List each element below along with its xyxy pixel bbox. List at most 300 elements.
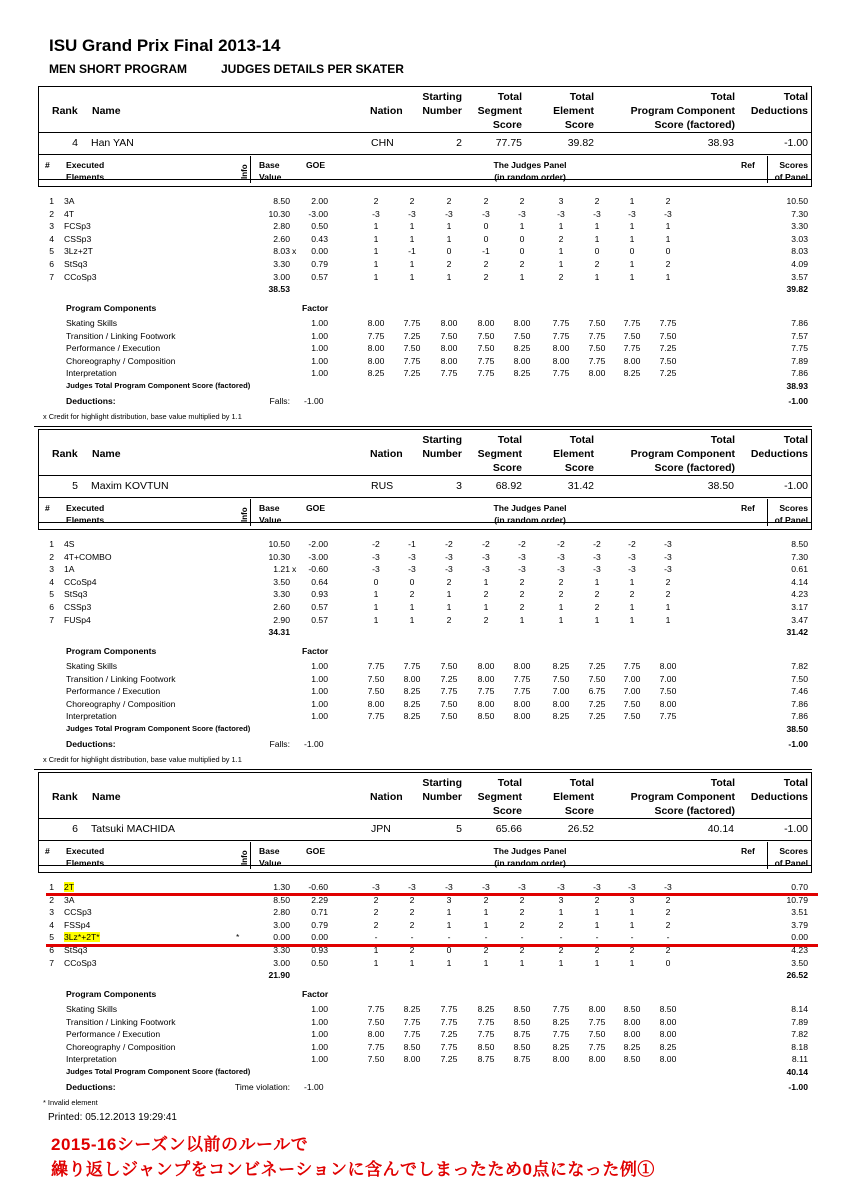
skater-total-deductions: -1.00 [784,480,808,492]
component-name: Skating Skills [66,318,118,328]
deductions-label: Deductions: [66,739,116,749]
judge-score: 2 [558,233,564,244]
program-components-heading: Program Components [66,646,157,656]
skater-name: Tatsuki MACHIDA [91,823,176,835]
skater-nation: CHN [371,137,394,149]
judge-component-score: 8.25 [552,711,570,721]
deduction-type: Falls: [269,739,290,749]
component-factor: 1.00 [311,698,328,709]
judge-score: - [447,932,451,943]
base-value-total: 34.31 [268,627,290,638]
element-panel-score: 7.30 [791,208,808,219]
component-name: Choreography / Composition [66,698,176,709]
col-base: Base [259,846,280,856]
judge-score: 2 [373,894,379,905]
judge-score: 0 [483,221,489,232]
judge-score: 1 [409,602,415,612]
judge-component-score: 7.25 [588,661,606,671]
judge-component-score: 8.25 [403,1004,421,1014]
judge-component-score: 7.75 [440,686,458,696]
component-panel-score: 7.50 [791,673,808,684]
judge-score: 1 [594,271,600,282]
element-code-part: 2T* [86,932,100,943]
col-judges-panel: The Judges Panel [493,846,567,856]
element-panel-score: 3.03 [791,233,808,244]
component-panel-score: 8.11 [791,1054,808,1064]
judge-score: 0 [409,576,415,587]
element-base-value: 2.60 [273,233,290,244]
judge-score: -3 [557,208,565,219]
element-number: 1 [49,882,54,892]
element-goe: 0.93 [311,589,328,600]
judge-score: - [374,932,378,943]
element-code [64,932,100,942]
col-hash: # [45,160,50,170]
judge-score: 2 [558,589,564,600]
judge-component-score: 7.75 [588,330,606,341]
skater-total-segment-score: 68.92 [495,480,522,492]
header-deductions: Deductions [750,448,808,460]
judge-score: 1 [629,259,635,269]
judge-component-score: 8.25 [552,1016,570,1027]
judge-score: 1 [483,957,489,968]
judge-component-score: 7.50 [623,711,641,721]
element-number: 3 [49,221,54,232]
col-base: Base [259,503,280,513]
judge-score: 1 [558,259,564,269]
judge-score: 2 [558,919,564,930]
skater-nation: JPN [371,823,391,835]
header-tes: Score [564,119,594,131]
judge-component-score: 8.00 [477,673,495,684]
element-panel-score: 3.50 [791,957,808,968]
subtitle-segment: MEN SHORT PROGRAM [49,62,187,76]
judge-score: -3 [408,882,416,892]
elements-header-box [38,840,812,873]
judge-score: 1 [409,233,415,244]
element-base-value: 8.50 [273,894,290,905]
component-factor: 1.00 [311,1054,328,1064]
judge-component-score: 7.50 [588,318,606,328]
element-base-value: 10.30 [268,551,290,562]
skater-total-element-score: 39.82 [567,137,594,149]
judge-score: 2 [629,589,635,600]
element-code: CCoSp4 [64,576,97,587]
element-base-value: 2.60 [273,602,290,612]
element-number: 4 [49,919,54,930]
judge-score: 2 [483,271,489,282]
col-of-panel: of Panel [774,858,808,868]
judge-component-score: 7.75 [552,368,570,378]
element-code: CCoSp3 [64,271,97,282]
col-executed: Executed [66,846,105,856]
judge-score: -3 [557,882,565,892]
judge-score: 1 [629,576,635,587]
judge-component-score: 7.50 [588,673,606,684]
col-divider [250,156,251,183]
element-base-value: 1.21 [273,564,290,575]
judge-score: 1 [373,246,379,257]
judge-score: 2 [594,196,600,206]
judge-component-score: 7.25 [659,368,677,378]
element-goe: 2.29 [311,894,328,905]
header-pcs: Total [710,777,735,789]
element-base-value: 10.30 [268,208,290,219]
judge-component-score: 8.00 [659,698,677,709]
element-base-value: 3.30 [273,945,290,955]
judge-score: -3 [664,882,672,892]
judge-component-score: 7.75 [477,1016,495,1027]
judge-score: 1 [629,221,635,232]
judge-score: 1 [446,602,452,612]
element-goe: 0.79 [311,259,328,269]
header-nation: Nation [370,791,403,803]
skater-rank: 5 [72,480,78,492]
judge-component-score: 8.25 [513,368,531,378]
element-goe: -3.00 [308,551,328,562]
element-base-value: 3.00 [273,271,290,282]
judge-component-score: 7.75 [403,1016,421,1027]
judge-score: 1 [446,221,452,232]
col-ref: Ref [741,846,755,856]
judge-component-score: 7.75 [477,1029,495,1039]
judge-score: -3 [372,564,380,575]
judge-score: 1 [446,907,452,918]
judge-component-score: 7.50 [403,343,421,353]
judge-component-score: 7.75 [367,1041,385,1052]
program-components-heading: Program Components [66,989,157,999]
header-rank: Rank [52,448,78,460]
judge-score: 2 [665,576,671,587]
judge-score: 2 [519,894,525,905]
judge-score: -2 [628,539,636,549]
col-value: Value [259,172,282,182]
element-code: 3Lz+2T [64,246,93,257]
judge-component-score: 8.50 [477,1041,495,1052]
element-number: 2 [49,894,54,905]
col-value: Value [259,858,282,868]
header-tss: Total [497,777,522,789]
judge-score: 1 [594,233,600,244]
skater-total-pcs: 40.14 [707,823,734,835]
judge-score: 0 [373,576,379,587]
col-elements: Elements [66,858,105,868]
skater-name: Han YAN [91,137,134,149]
judge-score: -3 [408,564,416,575]
component-name: Skating Skills [66,661,118,671]
judge-component-score: 8.50 [513,1041,531,1052]
element-goe: 0.57 [311,602,328,612]
header-pcs: Score (factored) [654,119,735,131]
judge-component-score: 7.75 [367,330,385,341]
judge-score: - [410,932,414,943]
judge-component-score: 8.25 [659,1041,677,1052]
judge-score: -3 [372,882,380,892]
element-base-value: 8.50 [273,196,290,206]
component-factor: 1.00 [311,673,328,684]
element-number: 5 [49,589,54,600]
judge-score: -3 [664,539,672,549]
judge-component-score: 8.00 [403,1054,421,1064]
judge-score: -3 [408,208,416,219]
footnote: x Credit for highlight distribution, base value multiplied by 1.1 [43,412,242,421]
judge-score: 1 [558,221,564,232]
judge-component-score: 7.50 [367,673,385,684]
header-tes: Total [569,777,594,789]
judge-score: 2 [594,894,600,905]
deduction-type: Falls: [269,396,290,406]
element-goe: 0.57 [311,614,328,625]
skater-total-pcs: 38.50 [707,480,734,492]
deduction-value: -1.00 [304,739,324,749]
judge-score: -3 [628,564,636,575]
judge-score: -3 [628,551,636,562]
judge-component-score: 7.75 [367,1004,385,1014]
judge-component-score: 7.75 [659,318,677,328]
judge-component-score: 7.75 [623,661,641,671]
element-code: CCoSp3 [64,957,97,968]
element-number: 4 [49,233,54,244]
judge-component-score: 8.25 [403,686,421,696]
element-code: 4S [64,539,75,549]
element-number: 5 [49,246,54,257]
judge-score: 1 [665,271,671,282]
judge-score: -3 [593,564,601,575]
component-factor: 1.00 [311,661,328,671]
judge-score: 0 [519,246,525,257]
element-panel-score: 4.23 [791,945,808,955]
col-elements: Elements [66,515,105,525]
element-goe: -0.60 [308,564,328,575]
header-deductions: Deductions [750,791,808,803]
judge-score: 0 [665,246,671,257]
judge-component-score: 8.00 [588,1004,606,1014]
judge-score: 3 [629,894,635,905]
elements-score-total: 26.52 [786,970,808,981]
skater-starting-number: 5 [456,823,462,835]
judge-component-score: 8.50 [477,711,495,721]
header-tes: Element [553,105,594,117]
judge-component-score: 8.50 [623,1054,641,1064]
judge-score: 2 [594,259,600,269]
component-panel-score: 7.86 [791,698,808,709]
component-factor: 1.00 [311,711,328,721]
judge-component-score: 7.25 [588,711,606,721]
header-deductions: Total [783,91,808,103]
judge-component-score: 7.75 [477,368,495,378]
judge-score: 1 [446,233,452,244]
judge-score: 1 [446,271,452,282]
element-bonus-flag: x [292,246,297,257]
component-panel-score: 7.46 [791,686,808,696]
judge-score: -3 [482,551,490,562]
element-panel-score: 10.79 [786,894,808,905]
element-number: 6 [49,602,54,612]
judge-score: -3 [445,882,453,892]
element-panel-score: 0.61 [791,564,808,575]
judge-score: 1 [446,589,452,600]
judge-component-score: 8.00 [659,1054,677,1064]
judge-score: 0 [665,957,671,968]
judge-score: 2 [519,259,525,269]
judge-score: 0 [446,246,452,257]
element-base-value: 2.80 [273,221,290,232]
judge-score: -3 [445,564,453,575]
judge-score: 2 [665,259,671,269]
judge-component-score: 7.75 [367,711,385,721]
judge-component-score: 8.25 [552,661,570,671]
judge-component-score: 8.50 [403,1041,421,1052]
judge-score: 1 [629,602,635,612]
component-name: Transition / Linking Footwork [66,330,176,341]
judge-component-score: 7.50 [552,673,570,684]
judge-component-score: 8.00 [367,355,385,366]
skater-total-element-score: 26.52 [567,823,594,835]
header-nation: Nation [370,105,403,117]
header-pcs: Program Component [630,791,735,803]
judge-component-score: 7.50 [440,661,458,671]
col-goe: GOE [306,160,326,170]
judge-score: 1 [373,945,379,955]
judge-component-score: 7.75 [552,330,570,341]
judge-score: 0 [483,233,489,244]
skater-name: Maxim KOVTUN [91,480,169,492]
elements-header-box [38,497,812,530]
header-divider [38,475,812,476]
judge-component-score: 8.00 [659,661,677,671]
col-executed: Executed [66,503,105,513]
judge-component-score: 7.75 [623,318,641,328]
element-base-value: 2.80 [273,907,290,918]
judge-score: 0 [629,246,635,257]
judge-score: 1 [519,614,525,625]
judge-score: 1 [483,919,489,930]
judge-component-score: 7.50 [367,1054,385,1064]
judge-component-score: 7.75 [440,1016,458,1027]
component-name: Interpretation [66,368,117,378]
element-panel-score: 8.03 [791,246,808,257]
judge-score: 1 [558,957,564,968]
judge-component-score: 8.25 [403,698,421,709]
header-tss: Total [497,91,522,103]
header-tss: Segment [477,448,522,460]
judge-component-score: 8.75 [513,1054,531,1064]
header-starting: Starting [422,777,462,789]
judge-score: 2 [409,919,415,930]
element-number: 6 [49,259,54,269]
header-tss: Score [492,805,522,817]
judge-component-score: 8.25 [513,343,531,353]
judge-score: -3 [664,564,672,575]
judge-score: 2 [594,945,600,955]
judge-score: 1 [409,614,415,625]
element-code: 4T [64,208,75,219]
judge-component-score: 7.75 [440,1041,458,1052]
component-factor: 1.00 [311,368,328,378]
judge-score: 1 [558,614,564,625]
judge-score: 2 [519,589,525,600]
element-goe: 0.00 [311,932,328,943]
judge-score: -3 [482,882,490,892]
element-code: 2T [64,882,75,892]
judge-component-score: 8.00 [552,698,570,709]
element-goe: 0.50 [311,957,328,968]
judges-total-score: 38.93 [786,380,808,391]
col-ref: Ref [741,160,755,170]
judge-score: 0 [519,233,525,244]
judge-score: -2 [557,539,565,549]
element-base-value: 1.30 [273,882,290,892]
deductions-total: -1.00 [788,739,808,749]
judge-score: 2 [373,196,379,206]
element-panel-score: 4.23 [791,589,808,600]
judge-component-score: 7.50 [659,330,677,341]
judge-score: 2 [483,589,489,600]
judge-component-score: 7.00 [552,686,570,696]
component-name: Choreography / Composition [66,1041,176,1052]
judge-score: 1 [519,957,525,968]
judge-score: 1 [446,957,452,968]
col-base: Base [259,160,280,170]
component-name: Transition / Linking Footwork [66,1016,176,1027]
judge-component-score: 8.00 [367,698,385,709]
header-pcs: Total [710,91,735,103]
factor-heading: Factor [302,646,329,656]
element-base-value: 3.30 [273,589,290,600]
col-value: Value [259,515,282,525]
judge-score: 1 [373,614,379,625]
col-judges-panel: The Judges Panel [493,160,567,170]
element-number: 1 [49,196,54,206]
judge-score: 2 [373,907,379,918]
judge-component-score: 7.25 [403,368,421,378]
header-tes: Total [569,91,594,103]
judge-component-score: 8.25 [552,1041,570,1052]
element-goe: 0.43 [311,233,328,244]
header-divider [38,818,812,819]
judge-score: 1 [483,602,489,612]
element-number: 7 [49,271,54,282]
judge-score: 1 [519,221,525,232]
judge-component-score: 8.75 [513,1029,531,1039]
judge-score: 2 [446,614,452,625]
judge-score: 2 [519,945,525,955]
judge-score: 1 [594,614,600,625]
judge-component-score: 7.75 [513,686,531,696]
element-code: CCSp3 [64,907,92,918]
judge-score: 1 [594,221,600,232]
elements-score-total: 31.42 [786,627,808,638]
elements-score-total: 39.82 [786,284,808,295]
element-goe: 0.79 [311,919,328,930]
judge-score: 3 [446,894,452,905]
header-nation: Nation [370,448,403,460]
judge-component-score: 8.00 [588,1054,606,1064]
judge-component-score: 8.50 [623,1004,641,1014]
judge-component-score: 7.75 [403,318,421,328]
judge-component-score: 7.00 [623,686,641,696]
judge-score: -3 [482,208,490,219]
judge-score: 2 [558,576,564,587]
component-panel-score: 7.86 [791,711,808,721]
judge-score: 2 [665,894,671,905]
judge-score: 2 [483,614,489,625]
element-base-value: 3.30 [273,259,290,269]
judge-component-score: 8.00 [477,661,495,671]
element-code: 3A [64,894,75,905]
judge-score: -3 [372,551,380,562]
col-hash: # [45,503,50,513]
